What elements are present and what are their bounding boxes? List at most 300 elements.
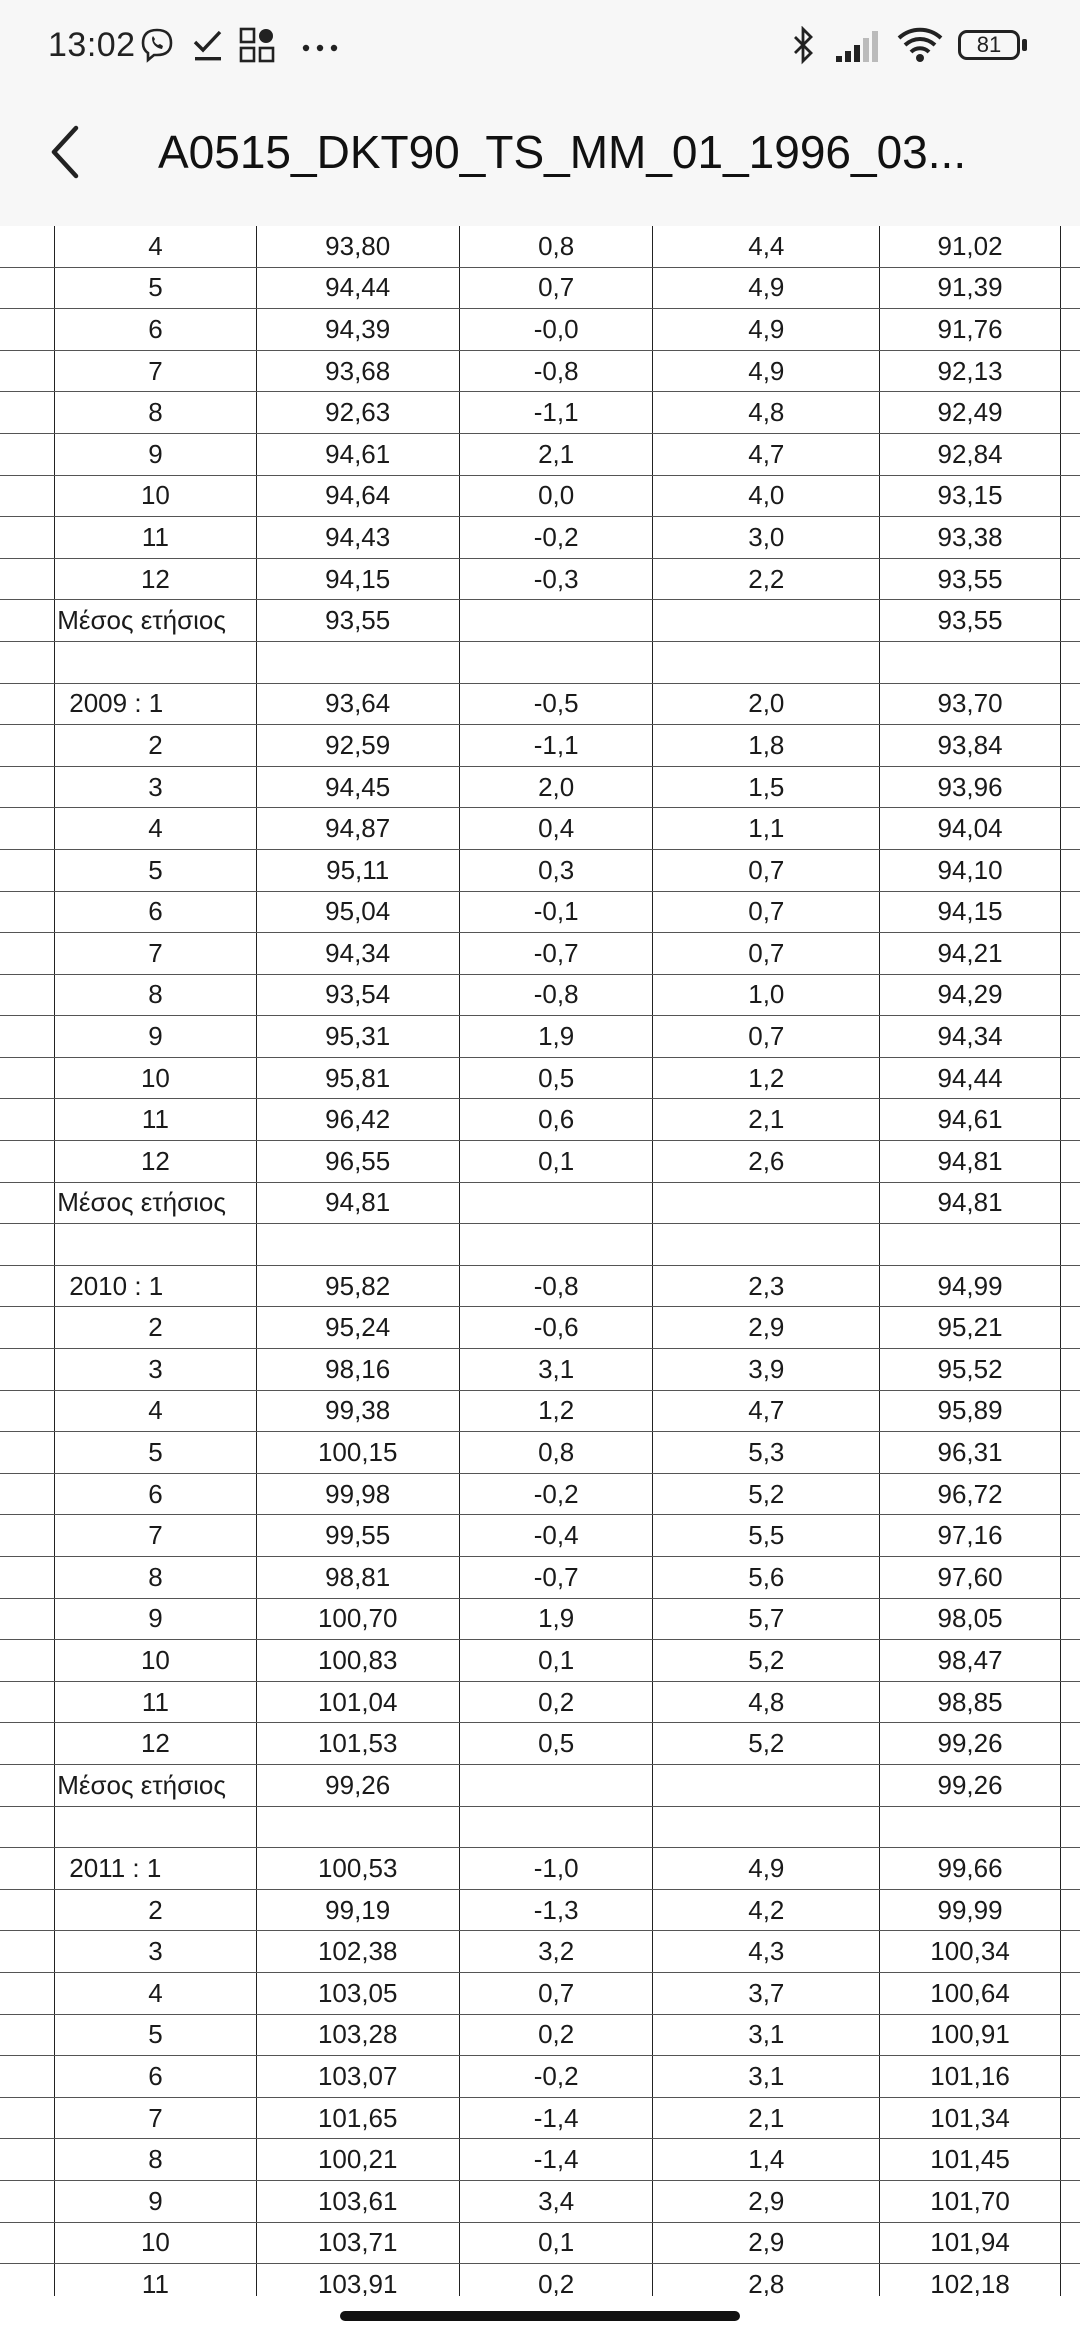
table-cell[interactable]: 95,24: [256, 1307, 459, 1349]
table-cell[interactable]: 93,15: [880, 475, 1061, 517]
table-cell[interactable]: [1060, 849, 1080, 891]
table-cell[interactable]: [1060, 2139, 1080, 2181]
table-cell[interactable]: 93,38: [880, 517, 1061, 559]
table-cell[interactable]: 98,47: [880, 1640, 1061, 1682]
table-cell[interactable]: 7: [55, 350, 256, 392]
table-cell[interactable]: 0,3: [459, 849, 653, 891]
table-cell[interactable]: [0, 641, 55, 683]
table-cell[interactable]: 10: [55, 475, 256, 517]
table-cell[interactable]: 92,63: [256, 392, 459, 434]
table-cell[interactable]: [0, 350, 55, 392]
table-cell[interactable]: 3: [55, 1349, 256, 1391]
table-cell[interactable]: 94,34: [880, 1016, 1061, 1058]
table-cell[interactable]: [1060, 2222, 1080, 2264]
table-cell[interactable]: 2009 : 1: [55, 683, 256, 725]
table-cell[interactable]: 0,5: [459, 1057, 653, 1099]
table-cell[interactable]: [0, 1016, 55, 1058]
table-cell[interactable]: 98,81: [256, 1557, 459, 1599]
table-cell[interactable]: 4: [55, 808, 256, 850]
table-cell[interactable]: [880, 1806, 1061, 1848]
table-cell[interactable]: [1060, 1099, 1080, 1141]
table-cell[interactable]: 103,61: [256, 2180, 459, 2222]
table-cell[interactable]: 94,61: [256, 433, 459, 475]
table-cell[interactable]: -1,1: [459, 725, 653, 767]
table-cell[interactable]: 5: [55, 2014, 256, 2056]
table-cell[interactable]: [1060, 1848, 1080, 1890]
table-cell[interactable]: [1060, 1889, 1080, 1931]
table-cell[interactable]: [1060, 1764, 1080, 1806]
back-button[interactable]: [40, 122, 100, 182]
table-cell[interactable]: 97,60: [880, 1557, 1061, 1599]
table-cell[interactable]: -0,7: [459, 1557, 653, 1599]
table-cell[interactable]: [1060, 267, 1080, 309]
table-cell[interactable]: 7: [55, 2097, 256, 2139]
table-cell[interactable]: [256, 1806, 459, 1848]
table-cell[interactable]: 3,1: [459, 1349, 653, 1391]
table-cell[interactable]: [0, 1640, 55, 1682]
table-cell[interactable]: [653, 1182, 880, 1224]
table-cell[interactable]: 94,15: [256, 558, 459, 600]
table-cell[interactable]: 94,43: [256, 517, 459, 559]
table-cell[interactable]: 93,84: [880, 725, 1061, 767]
table-cell[interactable]: 0,7: [459, 267, 653, 309]
table-cell[interactable]: [1060, 2097, 1080, 2139]
table-cell[interactable]: [0, 891, 55, 933]
table-cell[interactable]: [1060, 433, 1080, 475]
table-cell[interactable]: 2010 : 1: [55, 1265, 256, 1307]
table-cell[interactable]: [0, 2222, 55, 2264]
table-cell[interactable]: [0, 1848, 55, 1890]
table-cell[interactable]: 99,99: [880, 1889, 1061, 1931]
table-cell[interactable]: 9: [55, 1016, 256, 1058]
table-cell[interactable]: 4: [55, 1972, 256, 2014]
table-cell[interactable]: [1060, 1681, 1080, 1723]
table-cell[interactable]: Μέσος ετήσιος: [55, 600, 256, 642]
table-cell[interactable]: [0, 1515, 55, 1557]
table-cell[interactable]: 94,81: [880, 1182, 1061, 1224]
table-cell[interactable]: -0,8: [459, 974, 653, 1016]
table-cell[interactable]: [1060, 1432, 1080, 1474]
table-cell[interactable]: [55, 1806, 256, 1848]
table-cell[interactable]: 92,13: [880, 350, 1061, 392]
table-cell[interactable]: 3,1: [653, 2014, 880, 2056]
table-cell[interactable]: 2: [55, 1889, 256, 1931]
table-cell[interactable]: 8: [55, 1557, 256, 1599]
table-cell[interactable]: [1060, 2056, 1080, 2098]
table-cell[interactable]: [256, 1224, 459, 1266]
table-cell[interactable]: 93,80: [256, 226, 459, 267]
table-cell[interactable]: 101,53: [256, 1723, 459, 1765]
table-cell[interactable]: 99,26: [880, 1764, 1061, 1806]
table-cell[interactable]: [0, 725, 55, 767]
table-cell[interactable]: 0,7: [653, 933, 880, 975]
table-cell[interactable]: 10: [55, 1640, 256, 1682]
table-cell[interactable]: 96,72: [880, 1473, 1061, 1515]
table-cell[interactable]: 2,3: [653, 1265, 880, 1307]
table-cell[interactable]: [0, 1764, 55, 1806]
table-cell[interactable]: [1060, 683, 1080, 725]
table-cell[interactable]: [459, 600, 653, 642]
table-cell[interactable]: 10: [55, 2222, 256, 2264]
home-indicator[interactable]: [340, 2311, 740, 2321]
table-cell[interactable]: 1,9: [459, 1016, 653, 1058]
table-cell[interactable]: [1060, 350, 1080, 392]
table-cell[interactable]: [0, 766, 55, 808]
table-cell[interactable]: [1060, 891, 1080, 933]
table-cell[interactable]: 92,49: [880, 392, 1061, 434]
table-cell[interactable]: [653, 1806, 880, 1848]
table-cell[interactable]: 5: [55, 849, 256, 891]
table-cell[interactable]: [0, 517, 55, 559]
table-cell[interactable]: 102,18: [880, 2264, 1061, 2296]
table-cell[interactable]: 5,5: [653, 1515, 880, 1557]
table-cell[interactable]: [0, 558, 55, 600]
table-cell[interactable]: 0,7: [653, 891, 880, 933]
table-cell[interactable]: 103,05: [256, 1972, 459, 2014]
table-cell[interactable]: 0,6: [459, 1099, 653, 1141]
table-cell[interactable]: 94,39: [256, 309, 459, 351]
table-cell[interactable]: 94,34: [256, 933, 459, 975]
table-cell[interactable]: 101,94: [880, 2222, 1061, 2264]
table-cell[interactable]: 94,61: [880, 1099, 1061, 1141]
table-cell[interactable]: [1060, 2014, 1080, 2056]
table-cell[interactable]: 10: [55, 1057, 256, 1099]
table-cell[interactable]: [653, 641, 880, 683]
table-cell[interactable]: 95,89: [880, 1390, 1061, 1432]
table-cell[interactable]: [1060, 1640, 1080, 1682]
table-cell[interactable]: 94,81: [256, 1182, 459, 1224]
table-cell[interactable]: [0, 849, 55, 891]
table-cell[interactable]: 2,9: [653, 2222, 880, 2264]
table-cell[interactable]: [1060, 1972, 1080, 2014]
table-cell[interactable]: 96,55: [256, 1141, 459, 1183]
table-cell[interactable]: 1,2: [459, 1390, 653, 1432]
table-cell[interactable]: 99,38: [256, 1390, 459, 1432]
table-cell[interactable]: [1060, 1806, 1080, 1848]
table-cell[interactable]: 12: [55, 1723, 256, 1765]
table-cell[interactable]: [1060, 475, 1080, 517]
table-cell[interactable]: 5: [55, 1432, 256, 1474]
table-cell[interactable]: [0, 2014, 55, 2056]
table-cell[interactable]: 8: [55, 2139, 256, 2181]
table-cell[interactable]: 95,31: [256, 1016, 459, 1058]
table-cell[interactable]: 0,2: [459, 1681, 653, 1723]
table-cell[interactable]: [459, 1182, 653, 1224]
table-cell[interactable]: 11: [55, 517, 256, 559]
table-cell[interactable]: 2011 : 1: [55, 1848, 256, 1890]
table-cell[interactable]: 0,7: [459, 1972, 653, 2014]
table-cell[interactable]: 99,26: [256, 1764, 459, 1806]
table-cell[interactable]: 3,9: [653, 1349, 880, 1391]
table-cell[interactable]: 100,15: [256, 1432, 459, 1474]
table-cell[interactable]: 93,96: [880, 766, 1061, 808]
table-cell[interactable]: 5,3: [653, 1432, 880, 1474]
table-cell[interactable]: [0, 974, 55, 1016]
table-cell[interactable]: 3: [55, 1931, 256, 1973]
table-cell[interactable]: 95,21: [880, 1307, 1061, 1349]
table-cell[interactable]: [256, 641, 459, 683]
table-cell[interactable]: [653, 1224, 880, 1266]
table-cell[interactable]: -0,6: [459, 1307, 653, 1349]
table-cell[interactable]: [1060, 226, 1080, 267]
table-cell[interactable]: 1,9: [459, 1598, 653, 1640]
table-cell[interactable]: 2,1: [459, 433, 653, 475]
table-cell[interactable]: [1060, 1390, 1080, 1432]
table-cell[interactable]: 101,04: [256, 1681, 459, 1723]
table-cell[interactable]: 4,9: [653, 1848, 880, 1890]
table-cell[interactable]: 2,9: [653, 1307, 880, 1349]
table-cell[interactable]: 0,7: [653, 1016, 880, 1058]
table-cell[interactable]: [55, 1224, 256, 1266]
table-cell[interactable]: [0, 1390, 55, 1432]
table-cell[interactable]: -1,3: [459, 1889, 653, 1931]
table-cell[interactable]: [0, 933, 55, 975]
table-cell[interactable]: 91,02: [880, 226, 1061, 267]
table-cell[interactable]: 4,8: [653, 1681, 880, 1723]
table-cell[interactable]: [1060, 933, 1080, 975]
table-cell[interactable]: [880, 1224, 1061, 1266]
table-cell[interactable]: [0, 1557, 55, 1599]
table-cell[interactable]: 5,2: [653, 1723, 880, 1765]
table-cell[interactable]: 94,99: [880, 1265, 1061, 1307]
table-cell[interactable]: 4,7: [653, 433, 880, 475]
table-cell[interactable]: [0, 1349, 55, 1391]
table-cell[interactable]: [1060, 1265, 1080, 1307]
table-cell[interactable]: 93,70: [880, 683, 1061, 725]
table-cell[interactable]: [0, 1265, 55, 1307]
table-cell[interactable]: -0,2: [459, 2056, 653, 2098]
table-cell[interactable]: 1,2: [653, 1057, 880, 1099]
table-cell[interactable]: -0,7: [459, 933, 653, 975]
table-cell[interactable]: Μέσος ετήσιος: [55, 1764, 256, 1806]
table-cell[interactable]: 103,28: [256, 2014, 459, 2056]
table-cell[interactable]: 94,87: [256, 808, 459, 850]
table-cell[interactable]: 8: [55, 392, 256, 434]
table-cell[interactable]: 7: [55, 933, 256, 975]
table-cell[interactable]: [0, 309, 55, 351]
table-cell[interactable]: 4,2: [653, 1889, 880, 1931]
table-cell[interactable]: 93,68: [256, 350, 459, 392]
table-cell[interactable]: 100,21: [256, 2139, 459, 2181]
table-cell[interactable]: [0, 2264, 55, 2296]
table-cell[interactable]: 91,76: [880, 309, 1061, 351]
table-cell[interactable]: 0,7: [653, 849, 880, 891]
table-cell[interactable]: [0, 808, 55, 850]
table-cell[interactable]: -1,4: [459, 2097, 653, 2139]
table-cell[interactable]: 4,7: [653, 1390, 880, 1432]
table-cell[interactable]: 4,9: [653, 267, 880, 309]
table-cell[interactable]: 9: [55, 433, 256, 475]
table-cell[interactable]: 5,2: [653, 1640, 880, 1682]
table-cell[interactable]: 4,9: [653, 350, 880, 392]
table-cell[interactable]: [1060, 2264, 1080, 2296]
table-cell[interactable]: [0, 2180, 55, 2222]
table-cell[interactable]: [1060, 1224, 1080, 1266]
table-cell[interactable]: [1060, 1473, 1080, 1515]
table-cell[interactable]: 1,1: [653, 808, 880, 850]
table-cell[interactable]: 1,8: [653, 725, 880, 767]
table-cell[interactable]: 4,3: [653, 1931, 880, 1973]
table-cell[interactable]: 93,64: [256, 683, 459, 725]
table-cell[interactable]: 101,16: [880, 2056, 1061, 2098]
table-cell[interactable]: -1,4: [459, 2139, 653, 2181]
table-cell[interactable]: 4,0: [653, 475, 880, 517]
table-cell[interactable]: 4,4: [653, 226, 880, 267]
table-cell[interactable]: 2,1: [653, 2097, 880, 2139]
table-cell[interactable]: 93,55: [880, 558, 1061, 600]
table-cell[interactable]: [0, 1099, 55, 1141]
table-cell[interactable]: 8: [55, 974, 256, 1016]
table-cell[interactable]: -0,8: [459, 350, 653, 392]
table-cell[interactable]: 3,0: [653, 517, 880, 559]
table-cell[interactable]: 100,64: [880, 1972, 1061, 2014]
table-cell[interactable]: 11: [55, 2264, 256, 2296]
table-cell[interactable]: 92,59: [256, 725, 459, 767]
table-cell[interactable]: [0, 1307, 55, 1349]
table-cell[interactable]: [653, 1764, 880, 1806]
table-cell[interactable]: [459, 641, 653, 683]
table-cell[interactable]: 101,65: [256, 2097, 459, 2139]
table-cell[interactable]: -0,2: [459, 1473, 653, 1515]
table-cell[interactable]: [1060, 1349, 1080, 1391]
table-cell[interactable]: 94,45: [256, 766, 459, 808]
table-cell[interactable]: [0, 1224, 55, 1266]
table-cell[interactable]: -0,0: [459, 309, 653, 351]
table-cell[interactable]: [1060, 2180, 1080, 2222]
table-cell[interactable]: [459, 1806, 653, 1848]
table-cell[interactable]: 2,6: [653, 1141, 880, 1183]
table-cell[interactable]: 100,83: [256, 1640, 459, 1682]
table-cell[interactable]: [1060, 1557, 1080, 1599]
table-cell[interactable]: 100,34: [880, 1931, 1061, 1973]
table-cell[interactable]: 99,55: [256, 1515, 459, 1557]
table-cell[interactable]: 94,64: [256, 475, 459, 517]
table-cell[interactable]: 97,16: [880, 1515, 1061, 1557]
table-cell[interactable]: [1060, 558, 1080, 600]
table-cell[interactable]: [1060, 1307, 1080, 1349]
table-cell[interactable]: -0,4: [459, 1515, 653, 1557]
table-cell[interactable]: [1060, 974, 1080, 1016]
table-cell[interactable]: [0, 2097, 55, 2139]
table-cell[interactable]: [1060, 1182, 1080, 1224]
table-cell[interactable]: [1060, 309, 1080, 351]
table-cell[interactable]: [0, 226, 55, 267]
table-cell[interactable]: 94,21: [880, 933, 1061, 975]
table-cell[interactable]: [1060, 392, 1080, 434]
table-cell[interactable]: 4: [55, 226, 256, 267]
table-cell[interactable]: -0,5: [459, 683, 653, 725]
table-cell[interactable]: 95,11: [256, 849, 459, 891]
table-cell[interactable]: 95,81: [256, 1057, 459, 1099]
table-cell[interactable]: 7: [55, 1515, 256, 1557]
table-cell[interactable]: 96,31: [880, 1432, 1061, 1474]
table-cell[interactable]: [1060, 1598, 1080, 1640]
table-cell[interactable]: 98,85: [880, 1681, 1061, 1723]
table-cell[interactable]: 103,07: [256, 2056, 459, 2098]
table-cell[interactable]: 0,4: [459, 808, 653, 850]
table-cell[interactable]: 3: [55, 766, 256, 808]
table-cell[interactable]: [0, 1806, 55, 1848]
table-cell[interactable]: 94,15: [880, 891, 1061, 933]
spreadsheet-view[interactable]: [0, 226, 1080, 2296]
table-cell[interactable]: 4: [55, 1390, 256, 1432]
table-cell[interactable]: 0,1: [459, 2222, 653, 2264]
table-cell[interactable]: -1,0: [459, 1848, 653, 1890]
table-cell[interactable]: 5: [55, 267, 256, 309]
table-cell[interactable]: 94,10: [880, 849, 1061, 891]
table-cell[interactable]: [0, 1681, 55, 1723]
table-cell[interactable]: [0, 683, 55, 725]
table-cell[interactable]: [1060, 1723, 1080, 1765]
table-cell[interactable]: 95,82: [256, 1265, 459, 1307]
table-cell[interactable]: [1060, 1016, 1080, 1058]
table-cell[interactable]: [0, 1473, 55, 1515]
table-cell[interactable]: 2: [55, 725, 256, 767]
table-cell[interactable]: 11: [55, 1681, 256, 1723]
table-cell[interactable]: 93,54: [256, 974, 459, 1016]
table-cell[interactable]: 101,70: [880, 2180, 1061, 2222]
table-cell[interactable]: [1060, 766, 1080, 808]
table-cell[interactable]: 103,91: [256, 2264, 459, 2296]
table-cell[interactable]: [1060, 1515, 1080, 1557]
table-cell[interactable]: [1060, 1931, 1080, 1973]
table-cell[interactable]: 99,19: [256, 1889, 459, 1931]
table-cell[interactable]: [0, 1141, 55, 1183]
table-cell[interactable]: 3,7: [653, 1972, 880, 2014]
table-cell[interactable]: [0, 1723, 55, 1765]
table-cell[interactable]: 0,1: [459, 1141, 653, 1183]
table-cell[interactable]: 99,98: [256, 1473, 459, 1515]
table-cell[interactable]: [0, 1931, 55, 1973]
table-cell[interactable]: 94,29: [880, 974, 1061, 1016]
table-cell[interactable]: 1,5: [653, 766, 880, 808]
table-cell[interactable]: 4,8: [653, 392, 880, 434]
table-cell[interactable]: [1060, 600, 1080, 642]
table-cell[interactable]: 6: [55, 891, 256, 933]
table-cell[interactable]: 2,9: [653, 2180, 880, 2222]
table-cell[interactable]: 100,70: [256, 1598, 459, 1640]
table-cell[interactable]: 2: [55, 1307, 256, 1349]
table-cell[interactable]: 103,71: [256, 2222, 459, 2264]
table-cell[interactable]: 9: [55, 2180, 256, 2222]
table-cell[interactable]: 0,8: [459, 226, 653, 267]
table-cell[interactable]: [459, 1764, 653, 1806]
table-cell[interactable]: [1060, 1057, 1080, 1099]
table-cell[interactable]: [0, 1598, 55, 1640]
table-cell[interactable]: 0,1: [459, 1640, 653, 1682]
table-cell[interactable]: 6: [55, 1473, 256, 1515]
table-cell[interactable]: 3,2: [459, 1931, 653, 1973]
table-cell[interactable]: 99,66: [880, 1848, 1061, 1890]
table-cell[interactable]: [1060, 641, 1080, 683]
table-cell[interactable]: 0,5: [459, 1723, 653, 1765]
table-cell[interactable]: 12: [55, 1141, 256, 1183]
table-cell[interactable]: 6: [55, 2056, 256, 2098]
table-cell[interactable]: [1060, 517, 1080, 559]
table-cell[interactable]: [0, 1972, 55, 2014]
table-cell[interactable]: 2,2: [653, 558, 880, 600]
table-cell[interactable]: [0, 2139, 55, 2181]
table-cell[interactable]: [0, 267, 55, 309]
table-cell[interactable]: 2,0: [459, 766, 653, 808]
table-cell[interactable]: 100,53: [256, 1848, 459, 1890]
table-cell[interactable]: 95,52: [880, 1349, 1061, 1391]
table-cell[interactable]: [1060, 725, 1080, 767]
table-cell[interactable]: 1,4: [653, 2139, 880, 2181]
table-cell[interactable]: 93,55: [256, 600, 459, 642]
table-cell[interactable]: 0,2: [459, 2014, 653, 2056]
table-cell[interactable]: 94,04: [880, 808, 1061, 850]
